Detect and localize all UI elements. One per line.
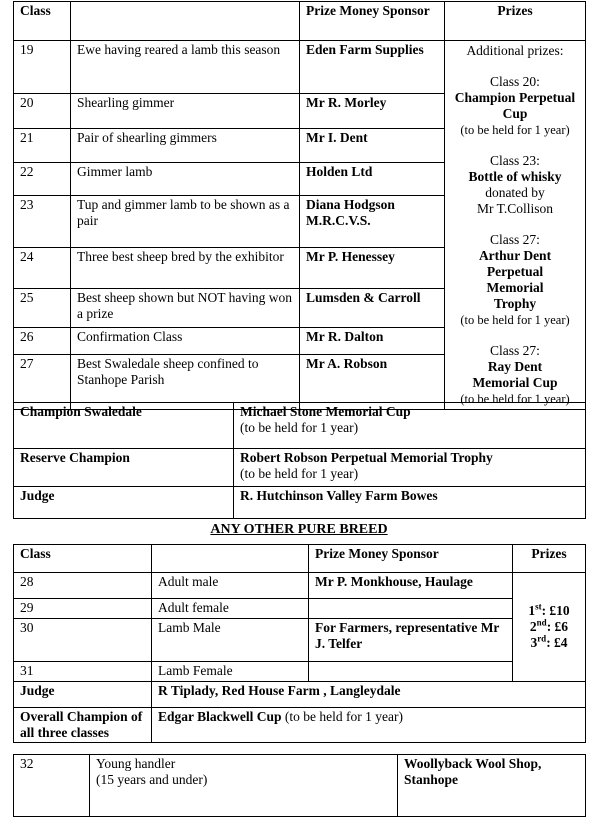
class-sponsor bbox=[309, 662, 513, 682]
class-description: Pair of shearling gimmers bbox=[71, 128, 300, 163]
champion-award: Michael Stone Memorial Cup bbox=[240, 404, 411, 419]
class-description: Confirmation Class bbox=[71, 328, 300, 355]
class-sponsor: Eden Farm Supplies bbox=[300, 41, 445, 94]
prize-money-cell: 1st: £10 2nd: £6 3rd: £4 bbox=[513, 573, 586, 682]
class-description: Ewe having reared a lamb this season bbox=[71, 41, 300, 94]
young-handler-table: 32 Young handler (15 years and under) Woollyback Wool Shop, Stanhope bbox=[13, 754, 586, 817]
reserve-award: Robert Robson Perpetual Memorial Trophy bbox=[240, 450, 493, 465]
class-number: 26 bbox=[14, 328, 71, 355]
header-prizes: Prizes bbox=[513, 545, 586, 573]
class-sponsor bbox=[309, 599, 513, 619]
class-sponsor: Mr R. Dalton bbox=[300, 328, 445, 355]
reserve-label: Reserve Champion bbox=[14, 449, 234, 487]
class-sponsor: Woollyback Wool Shop, Stanhope bbox=[398, 755, 586, 817]
header-prizes: Prizes bbox=[445, 2, 586, 41]
prize-name: Ray Dent Memorial Cup bbox=[472, 359, 558, 390]
class-number: 28 bbox=[14, 573, 152, 599]
class-sponsor: Mr R. Morley bbox=[300, 94, 445, 129]
prize-name: Bottle of whisky bbox=[468, 169, 562, 184]
class-number: 20 bbox=[14, 94, 71, 129]
additional-prizes-cell: Additional prizes: Class 20: Champion Perpetual Cup (to be held for 1 year) Class 23: Bottle of whisky donated by Mr T.Collison Class 27: Arthur Dent Perpetual Memorial Trophy (to be held for 1 year) Class 27: Ray Dent Memorial Cup (to be held for 1 year) bbox=[445, 41, 586, 410]
class-number: 24 bbox=[14, 247, 71, 288]
class-sponsor: For Farmers, representative Mr J. Telfer bbox=[309, 619, 513, 662]
class-sponsor: Mr P. Monkhouse, Haulage bbox=[309, 573, 513, 599]
class-number: 19 bbox=[14, 41, 71, 94]
header-sponsor: Prize Money Sponsor bbox=[300, 2, 445, 41]
class-number: 23 bbox=[14, 195, 71, 247]
judge-name: R Tiplady, Red House Farm , Langleydale bbox=[152, 682, 586, 708]
class-description: Lamb Male bbox=[152, 619, 309, 662]
overall-award: Edgar Blackwell Cup bbox=[158, 709, 282, 724]
class-description: Shearling gimmer bbox=[71, 94, 300, 129]
class-number: 30 bbox=[14, 619, 152, 662]
class-number: 29 bbox=[14, 599, 152, 619]
class-number: 21 bbox=[14, 128, 71, 163]
class-description: Best Swaledale sheep confined to Stanhope Parish bbox=[71, 354, 300, 409]
header-class: Class bbox=[14, 545, 152, 573]
class-description: Adult male bbox=[152, 573, 309, 599]
prize-name: Arthur Dent Perpetual Memorial Trophy bbox=[478, 248, 552, 311]
prize-name: Champion Perpetual Cup bbox=[454, 90, 576, 121]
class-number: 27 bbox=[14, 354, 71, 409]
section-title: ANY OTHER PURE BREED bbox=[210, 522, 388, 537]
judge-label: Judge bbox=[14, 682, 152, 708]
class-number: 22 bbox=[14, 163, 71, 196]
swaledale-classes-table bbox=[13, 1, 586, 410]
prizes-intro: Additional prizes: bbox=[466, 43, 564, 58]
class-number: 31 bbox=[14, 662, 152, 682]
overall-champion-label: Overall Champion of all three classes bbox=[14, 708, 152, 743]
class-sponsor: Mr I. Dent bbox=[300, 128, 445, 163]
class-description: Tup and gimmer lamb to be shown as a pair bbox=[71, 195, 300, 247]
judge-name: R. Hutchinson Valley Farm Bowes bbox=[234, 487, 586, 519]
class-description: Best sheep shown but NOT having won a prize bbox=[71, 288, 300, 328]
header-sponsor: Prize Money Sponsor bbox=[309, 545, 513, 573]
class-sponsor: Holden Ltd bbox=[300, 163, 445, 196]
champion-table: Champion Swaledale Michael Stone Memorial Cup (to be held for 1 year) Reserve Champion Robert Robson Perpetual Memorial Trophy (to be held for 1 year) Judge R. Hutchinson Valley Farm Bowes bbox=[13, 402, 586, 519]
class-description: Adult female bbox=[152, 599, 309, 619]
class-number: 25 bbox=[14, 288, 71, 328]
class-description: Young handler bbox=[96, 756, 176, 771]
judge-label: Judge bbox=[14, 487, 234, 519]
class-description: Lamb Female bbox=[152, 662, 309, 682]
class-description: Gimmer lamb bbox=[71, 163, 300, 196]
champion-label: Champion Swaledale bbox=[14, 403, 234, 449]
class-sponsor: Mr P. Henessey bbox=[300, 247, 445, 288]
header-class: Class bbox=[14, 2, 71, 41]
class-sponsor: Diana Hodgson M.R.C.V.S. bbox=[300, 195, 445, 247]
class-sponsor: Lumsden & Carroll bbox=[300, 288, 445, 328]
class-number: 32 bbox=[14, 755, 90, 817]
other-breed-table: Class Prize Money Sponsor Prizes 28 Adult male Mr P. Monkhouse, Haulage 1st: £10 2nd: £6 3rd: £4 29 Adult female 30 Lamb Male For Farmers, representative Mr J. Telfer 31 Lamb Female Judge R Tiplady, Red House Farm , Langleydale Overall Champion of all three classes Edgar Blackwell Cup (to be held for 1 year) bbox=[13, 544, 586, 743]
class-sponsor: Mr A. Robson bbox=[300, 354, 445, 409]
class-description: Three best sheep bred by the exhibitor bbox=[71, 247, 300, 288]
